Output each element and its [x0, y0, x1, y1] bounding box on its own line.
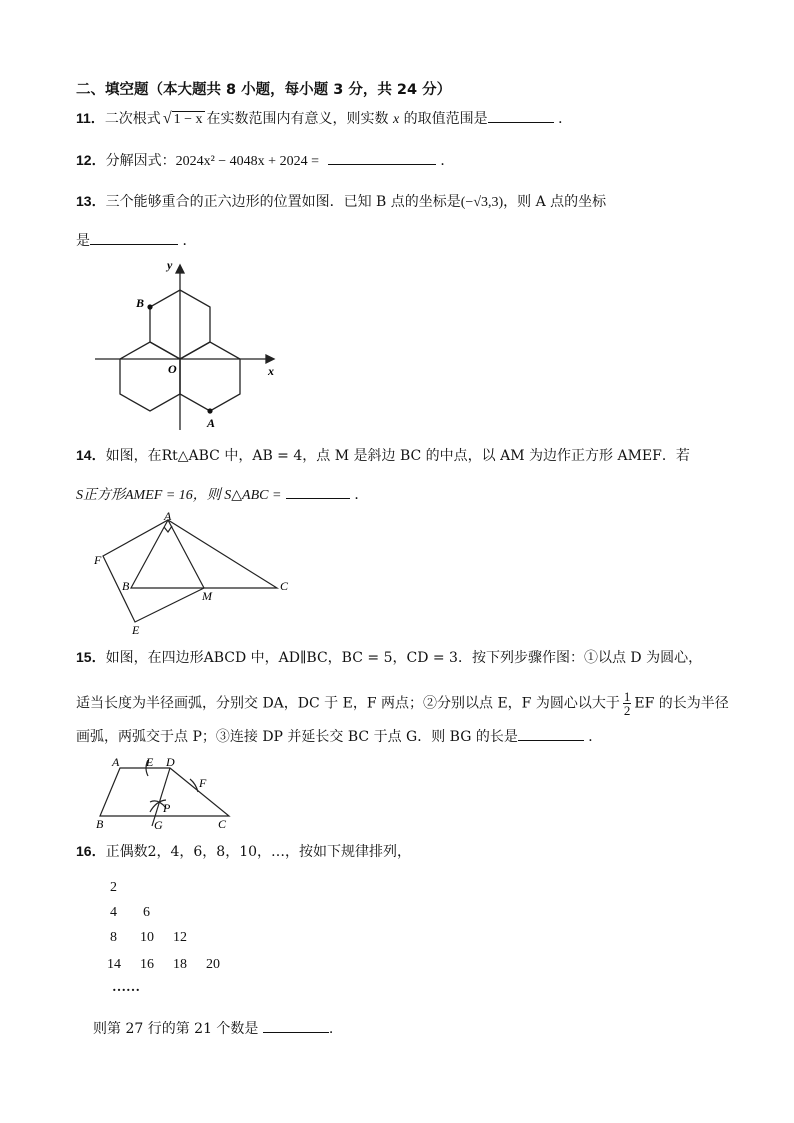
triangle-cell: 14: [107, 957, 121, 972]
question-12: [76, 150, 454, 171]
point-a: [207, 408, 212, 413]
section-title: 二、填空题（本大题共 8 小题，每小题 3 分，共 24 分）: [76, 82, 452, 98]
question-text: 的取值范围是: [403, 111, 488, 127]
right-angle-mark: [164, 526, 172, 532]
question-end: ．: [440, 153, 455, 169]
question-13-cont: [76, 230, 196, 250]
answer-blank[interactable]: [263, 1018, 329, 1033]
figure-15-quadrilateral: [92, 754, 242, 834]
expression: 2024x² − 4048x + 2024 =: [175, 154, 319, 169]
figure-14-square-triangle: [92, 509, 302, 637]
triangle-cell: 8: [110, 930, 117, 945]
triangle-ellipsis: ……: [112, 980, 140, 995]
label-c: C: [280, 579, 289, 593]
question-text: 在实数范围内有意义，则实数: [206, 111, 389, 127]
question-end: ．: [354, 487, 369, 503]
question-text: 则第 27 行的第 21 个数是: [93, 1021, 259, 1037]
label-c: C: [218, 817, 227, 831]
question-text: 三个能够重合的正六边形的位置如图．已知 B 点的坐标是: [105, 194, 461, 210]
question-number: 16．: [76, 843, 106, 859]
fraction-numerator: 1: [623, 689, 631, 704]
triangle-cell: 10: [140, 930, 154, 945]
square-amef: [103, 520, 204, 622]
answer-blank[interactable]: [328, 150, 436, 165]
question-text: 分解因式：: [105, 153, 176, 169]
question-16-final: [93, 1018, 333, 1038]
question-16: [76, 842, 411, 861]
question-end: .: [328, 1021, 334, 1037]
question-number: 12．: [76, 152, 106, 168]
radical: √ 1 − x: [162, 110, 203, 127]
label-b: B: [96, 817, 104, 831]
question-14-cont: [76, 484, 368, 505]
answer-blank[interactable]: [488, 108, 554, 123]
question-15-cont-1: [76, 690, 729, 717]
triangle-cell: 16: [140, 957, 154, 972]
question-end: ．: [588, 729, 603, 745]
question-text: ，则 A 点的坐标: [503, 194, 607, 210]
triangle-cell: 6: [143, 905, 150, 920]
label-f: F: [94, 553, 102, 567]
triangle-cell: 12: [173, 930, 187, 945]
question-text: EF 的长为半径: [634, 695, 729, 712]
triangle-cell: 20: [206, 957, 220, 972]
label-g: G: [154, 818, 163, 832]
label-p: P: [163, 801, 171, 815]
answer-blank[interactable]: [90, 230, 178, 245]
variable: x: [392, 112, 400, 127]
triangle-cell: 2: [110, 880, 117, 895]
question-text: 适当长度为半径画弧，分别交 DA，DC 于 E，F 两点；②分别以点 E，F 为圆心以大于: [76, 695, 620, 712]
question-end: ．: [182, 233, 197, 249]
triangle-cell: 4: [110, 905, 117, 920]
label-f: F: [199, 776, 207, 790]
label-m: M: [202, 589, 212, 603]
label-a: A: [112, 755, 120, 769]
area-expression: S正方形AMEF = 16，则 S△ABC =: [76, 488, 282, 503]
label-e: E: [146, 755, 154, 769]
question-text: 二次根式: [104, 111, 161, 127]
label-b: B: [136, 296, 145, 310]
point-b: [147, 304, 152, 309]
label-x: x: [268, 364, 274, 378]
answer-blank[interactable]: [286, 484, 350, 499]
label-a: A: [164, 509, 172, 523]
x-axis-arrow: [266, 355, 274, 363]
radicand: 1 − x: [173, 112, 203, 127]
question-text: 如图，在四边形ABCD 中，AD∥BC，BC = 5，CD = 3．按下列步骤作图：①以点 D 为圆心，: [105, 650, 703, 666]
question-number: 15．: [76, 649, 106, 665]
fraction: [623, 690, 632, 717]
y-axis-arrow: [176, 265, 184, 273]
question-15-cont-2: [76, 726, 602, 746]
label-b: B: [122, 579, 130, 593]
hexagon-left: [120, 342, 180, 411]
question-number: 11．: [76, 110, 105, 126]
coordinate: (−√3,3): [460, 195, 504, 210]
hexagon-right: [180, 342, 240, 411]
question-15: [76, 648, 702, 667]
question-11: [76, 108, 572, 129]
label-e: E: [132, 623, 140, 637]
question-13: [76, 192, 606, 212]
triangle-cell: 18: [173, 957, 187, 972]
question-number: 13．: [76, 193, 106, 209]
figure-13-hexagons: [90, 255, 290, 435]
question-text: 画弧，两弧交于点 P；③连接 DP 并延长交 BC 于点 G．则 BG 的长是: [76, 729, 518, 745]
answer-blank[interactable]: [518, 726, 584, 741]
label-o: O: [168, 362, 177, 376]
question-number: 14．: [76, 447, 106, 463]
label-y: y: [167, 258, 173, 272]
question-text: 是: [76, 233, 90, 249]
label-d: D: [166, 755, 175, 769]
triangle-abc: [131, 520, 277, 588]
question-14: [76, 446, 690, 465]
label-a: A: [207, 416, 216, 430]
question-text: 如图，在Rt△ABC 中，AB = 4，点 M 是斜边 BC 的中点，以 AM 为边作正方形 AMEF．若: [105, 448, 690, 464]
question-text: 正偶数2，4，6，8，10，…，按如下规律排列，: [105, 844, 412, 860]
fraction-denominator: 2: [623, 703, 631, 718]
question-end: ．: [558, 111, 573, 127]
